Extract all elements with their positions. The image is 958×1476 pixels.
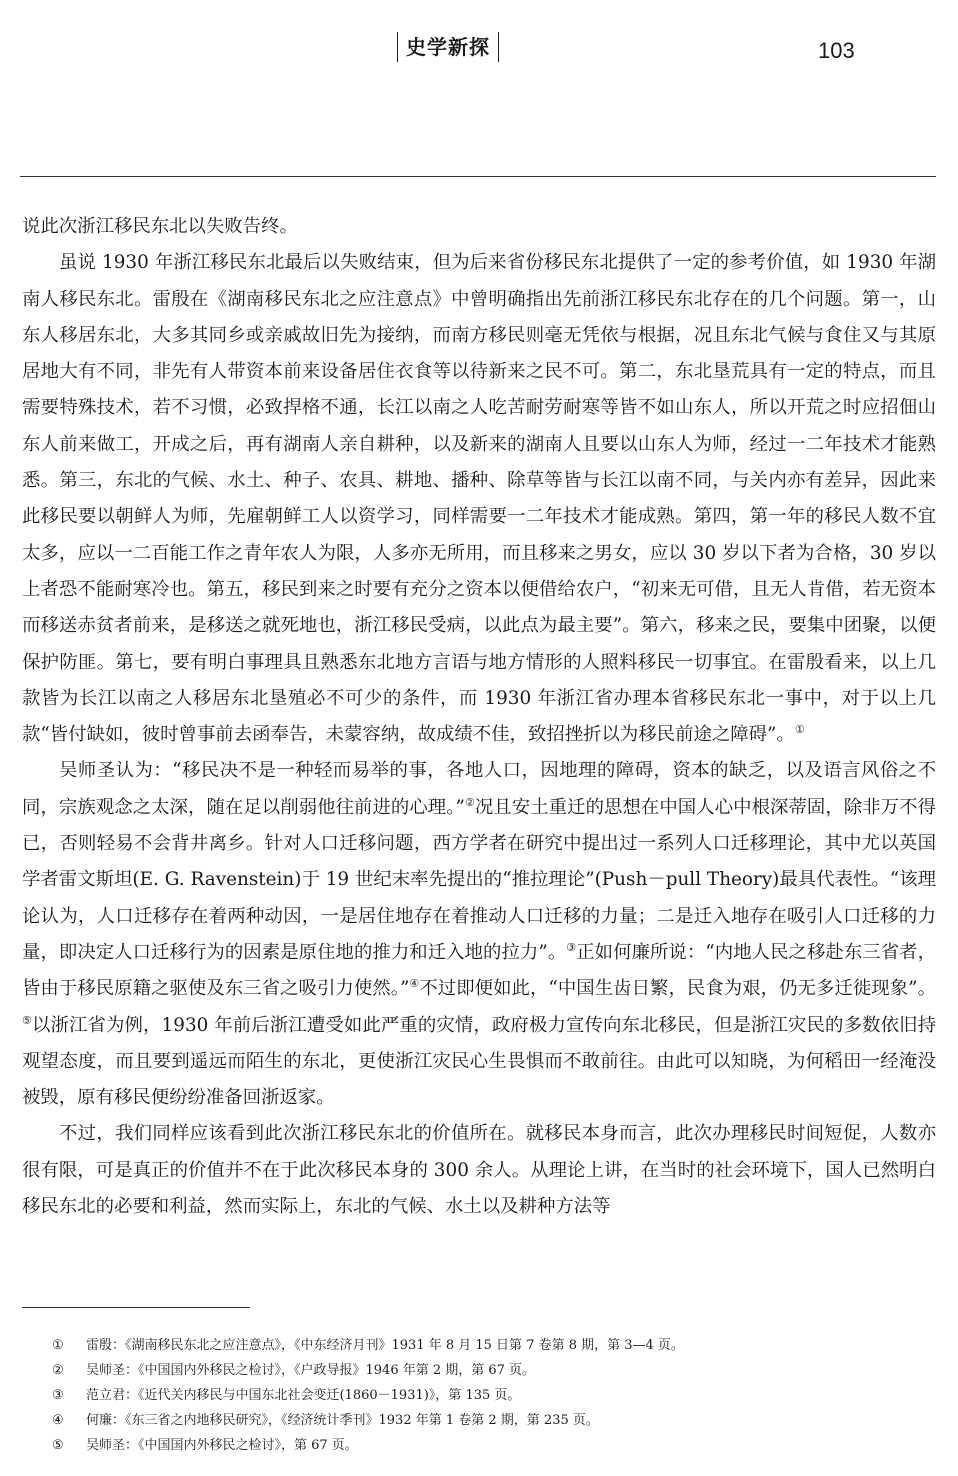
footnote-text: 何廉：《东三省之内地移民研究》，《经济统计季刊》1932 年第 1 卷第 2 期，第 235 页。 (86, 1413, 599, 1428)
footnote-mark: ① (52, 1338, 64, 1353)
footnotes (52, 1333, 932, 1458)
running-head (0, 30, 958, 70)
footnote (52, 1433, 932, 1458)
paragraph-text: 虽说 1930 年浙江移民东北最后以失败结束，但为后来省份移民东北提供了一定的参考价值，如 1930 年湖南人移民东北。雷殷在《湖南移民东北之应注意点》中曾明确指出先前浙江移民东北存在的几个问题。第一，山东人移居东北，大多其同乡或亲戚故旧先为接纳，而南方移民则毫无凭依与根据，况且东北气候与食住又与其原居地大有不同，非先有人带资本前来设备居住衣食等以待新来之民不可。第二，东北垦荒具有一定的特点，而且需要特殊技术，若不习惯，必致捍格不通，长江以南之人吃苦耐劳耐寒等皆不如山东人，所以开荒之时应招佃山东人前来做工，开成之后，再有湖南人亲自耕种，以及新来的湖南人且要以山东人为师，经过一二年技术才能熟悉。第三，东北的气候、水土、种子、农具、耕地、播种、除草等皆与长江以南不同，与关内亦有差异，因此来此移民要以朝鲜人为师，先雇朝鲜工人以资学习，同样需要一二年技术才能成熟。第四，第一年的移民人数不宜太多，应以一二百能工作之青年农人为限，人多亦无所用，而且移来之男女，应以 30 岁以下者为合格，30 岁以上者恐不能耐寒冷也。第五，移民到来之时要有充分之资本以便借给农户，“初来无可借，且无人肯借，若无资本而移送赤贫者前来，是移送之就死地也，浙江移民受病，以此点为最主要”。第六，移来之民，要集中团聚，以便保护防匪。第七，要有明白事理具且熟悉东北地方言语与地方情形的人照料移民一切事宜。在雷殷看来，以上几款皆为长江以南之人移居东北垦殖必不可少的条件，而 1930 年浙江省办理本省移民东北一事中，对于以上几款“皆付缺如，彼时曾事前去函奉告，未蒙容纳，故成绩不佳，致招挫折以为移民前途之障碍”。 (22, 252, 936, 746)
paragraph (22, 209, 936, 245)
paragraph (22, 753, 936, 1116)
footnote-mark: ③ (52, 1388, 64, 1403)
header-rule (20, 176, 936, 177)
paragraph (22, 1116, 936, 1225)
footnote-rule (22, 1307, 250, 1308)
footnote-mark: ⑤ (52, 1438, 64, 1453)
paragraph (22, 245, 936, 753)
footnote-mark: ④ (52, 1413, 64, 1428)
footnote-text: 吴师圣：《中国国内外移民之检讨》，第 67 页。 (86, 1438, 358, 1453)
footnote-ref[interactable]: ④ (409, 977, 420, 991)
footnote-ref[interactable]: ⑤ (22, 1013, 32, 1027)
page-number: 103 (818, 38, 855, 63)
paragraph-text: 不过，我们同样应该看到此次浙江移民东北的价值所在。就移民本身而言，此次办理移民时间短促，人数亦很有限，可是真正的价值并不在于此次移民本身的 300 余人。从理论上讲，在当时的社会环境下，国人已然明白移民东北的必要和利益，然而实际上，东北的气候、水土以及耕种方法等 (22, 1123, 936, 1218)
body-text (22, 209, 936, 1225)
footnote-ref[interactable]: ③ (566, 940, 577, 954)
footnote-text: 吴师圣：《中国国内外移民之检讨》，《户政导报》1946 年第 2 期，第 67 页。 (86, 1363, 536, 1378)
footnote (52, 1408, 932, 1433)
footnote (52, 1333, 932, 1358)
footnote (52, 1358, 932, 1383)
paragraph-text: 正如何廉所说：“内地人民之移赴东三省者，皆由于移民原籍之驱使及东三省之吸引力使然。” (22, 941, 937, 1000)
footnote-ref[interactable]: ① (794, 723, 805, 737)
paragraph-text: 吴师圣认为：“移民决不是一种轻而易举的事，各地人口，因地理的障碍，资本的缺乏，以及语言风俗之不同，宗族观念之太深，随在足以削弱他往前进的心理。” (22, 760, 936, 818)
footnote-mark: ② (52, 1363, 64, 1378)
paragraph-text: 况且安土重迁的思想在中国人心中根深蒂固，除非万不得已，否则轻易不会背井离乡。针对人口迁移问题，西方学者在研究中提出过一系列人口迁移理论，其中尤以英国学者雷文斯坦(E. G. Ravenstein)于 19 世纪末率先提出的“推拉理论”(Push－pull Theory)最具代表性。“该理论认为，人口迁移存在着两种动因，一是居住地存在着推动人口迁移的力量；二是迁入地存在吸引人口迁移的力量，即决定人口迁移行为的因素是原住地的推力和迁入地的拉力”。 (22, 796, 936, 963)
paragraph-text: 以浙江省为例，1930 年前后浙江遭受如此严重的灾情，政府极力宣传向东北移民，但是浙江灾民的多数依旧持观望态度，而且要到遥远而陌生的东北，更使浙江灾民心生畏惧而不敢前往。由此可以知晓，为何稻田一经淹没被毁，原有移民便纷纷准备回浙返家。 (22, 1014, 936, 1109)
footnote-text: 范立君：《近代关内移民与中国东北社会变迁(1860－1931)》，第 135 页。 (86, 1388, 521, 1403)
paragraph-text: 不过即便如此，“中国生齿日繁，民食为艰，仍无多迁徙现象”。 (419, 978, 937, 1000)
footnote-ref[interactable]: ② (464, 795, 475, 809)
footnote-text: 雷殷：《湖南移民东北之应注意点》，《中东经济月刊》1931 年 8 月 15 日第 7 卷第 8 期，第 3—4 页。 (86, 1338, 684, 1353)
footnote (52, 1383, 932, 1408)
section-title: 史学新探 (397, 32, 499, 62)
paragraph-text: 说此次浙江移民东北以失败告终。 (22, 216, 298, 237)
